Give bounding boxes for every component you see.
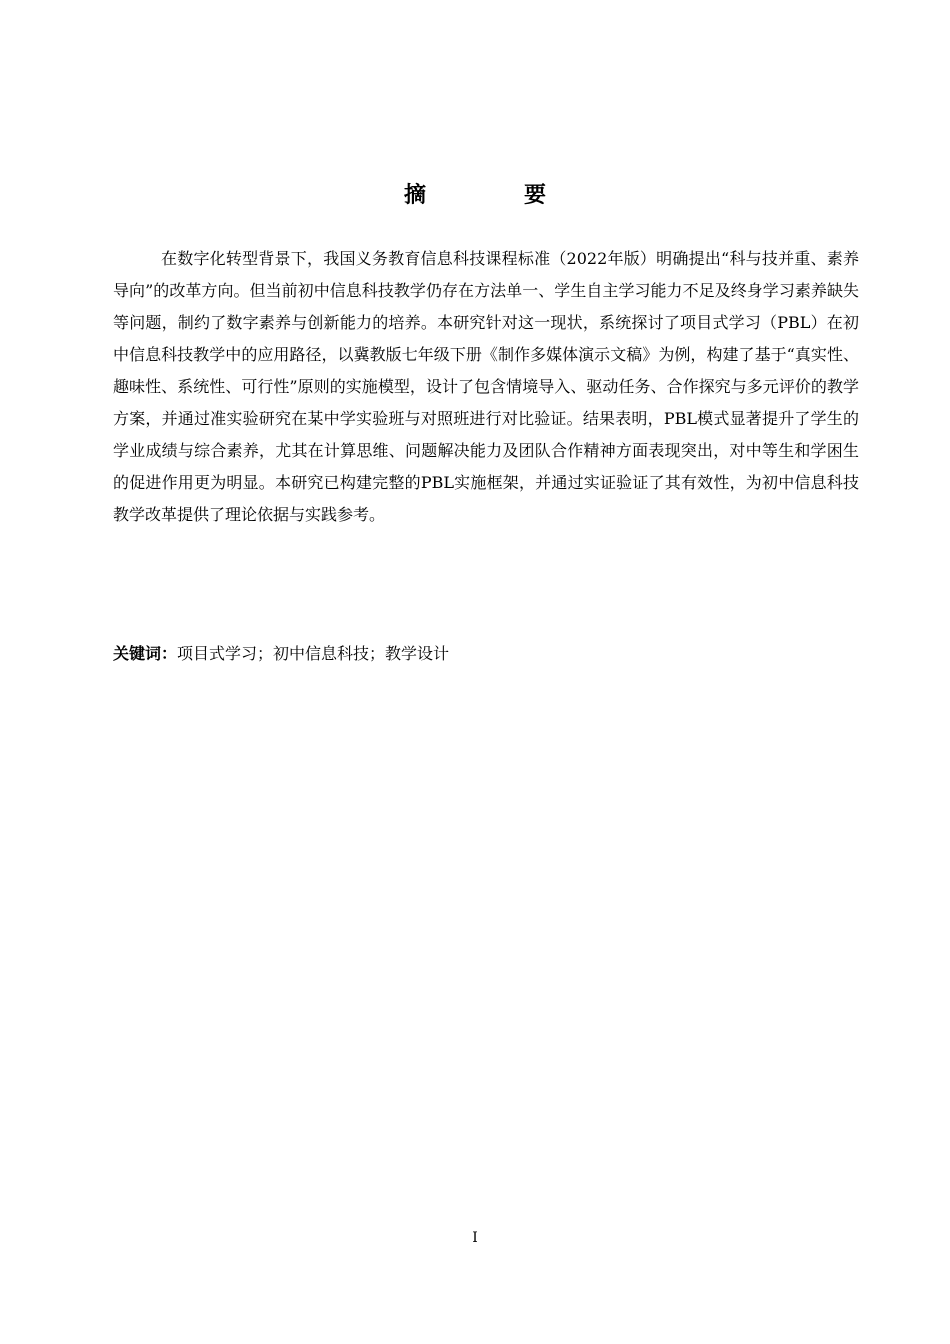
page-number: I <box>472 1230 478 1246</box>
keywords-value: 项目式学习；初中信息科技；教学设计 <box>177 644 450 663</box>
abstract-paragraph: 在数字化转型背景下，我国义务教育信息科技课程标准（2022年版）明确提出“科与技并重、素养导向”的改革方向。但当前初中信息科技教学仍存在方法单一、学生自主学习能力不足及终身学习素养缺失等问题，制约了数字素养与创新能力的培养。本研究针对这一现状，系统探讨了项目式学习（PBL）在初中信息科技教学中的应用路径，以冀教版七年级下册《制作多媒体演示文稿》为例，构建了基于“真实性、趣味性、系统性、可行性”原则的实施模型，设计了包含情境导入、驱动任务、合作探究与多元评价的教学方案，并通过准实验研究在某中学实验班与对照班进行对比验证。结果表明，PBL模式显著提升了学生的学业成绩与综合素养，尤其在计算思维、问题解决能力及团队合作精神方面表现突出，对中等生和学困生的促进作用更为明显。本研究已构建完整的PBL实施框架，并通过实证验证了其有效性，为初中信息科技教学改革提供了理论依据与实践参考。 <box>113 249 859 524</box>
keywords-line <box>113 638 859 670</box>
page-title: 摘 要 <box>403 183 584 208</box>
keywords-label: 关键词： <box>113 644 178 663</box>
